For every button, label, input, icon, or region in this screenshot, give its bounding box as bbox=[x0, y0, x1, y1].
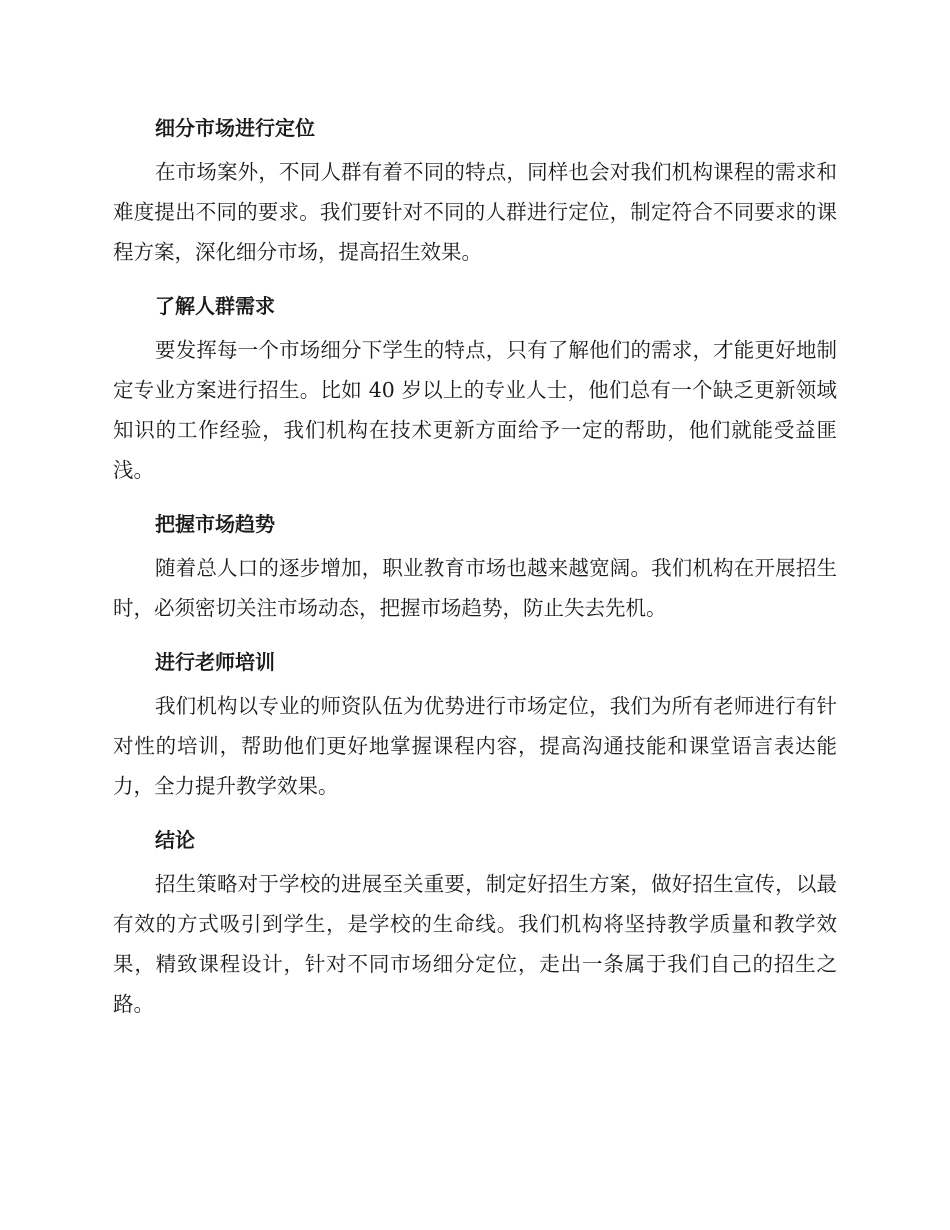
section-paragraph: 随着总人口的逐步增加，职业教育市场也越来越宽阔。我们机构在开展招生时，必须密切关注市场动态，把握市场趋势，防止失去先机。 bbox=[113, 556, 837, 620]
section-heading: 进行老师培训 bbox=[155, 650, 275, 674]
section-paragraph: 要发挥每一个市场细分下学生的特点，只有了解他们的需求，才能更好地制定专业方案进行招生。比如 40 岁以上的专业人士，他们总有一个缺乏更新领域知识的工作经验，我们机构在技术更新方面给予一定的帮助，他们就能受益匪浅。 bbox=[113, 338, 837, 482]
document-body bbox=[113, 108, 837, 1038]
section-understand-needs bbox=[113, 286, 837, 490]
section-heading: 细分市场进行定位 bbox=[155, 116, 315, 140]
section-conclusion bbox=[113, 820, 837, 1024]
section-paragraph: 招生策略对于学校的进展至关重要，制定好招生方案，做好招生宣传，以最有效的方式吸引到学生，是学校的生命线。我们机构将坚持教学质量和教学效果，精致课程设计，针对不同市场细分定位，走出一条属于我们自己的招生之路。 bbox=[113, 872, 837, 1016]
section-paragraph: 在市场案外，不同人群有着不同的特点，同样也会对我们机构课程的需求和难度提出不同的要求。我们要针对不同的人群进行定位，制定符合不同要求的课程方案，深化细分市场，提高招生效果。 bbox=[113, 160, 837, 264]
section-market-trends bbox=[113, 504, 837, 628]
section-paragraph: 我们机构以专业的师资队伍为优势进行市场定位，我们为所有老师进行有针对性的培训，帮助他们更好地掌握课程内容，提高沟通技能和课堂语言表达能力，全力提升教学效果。 bbox=[113, 694, 837, 798]
section-heading: 了解人群需求 bbox=[155, 294, 275, 318]
section-teacher-training bbox=[113, 642, 837, 806]
section-heading: 结论 bbox=[155, 828, 195, 852]
section-market-segmentation bbox=[113, 108, 837, 272]
section-heading: 把握市场趋势 bbox=[155, 512, 275, 536]
